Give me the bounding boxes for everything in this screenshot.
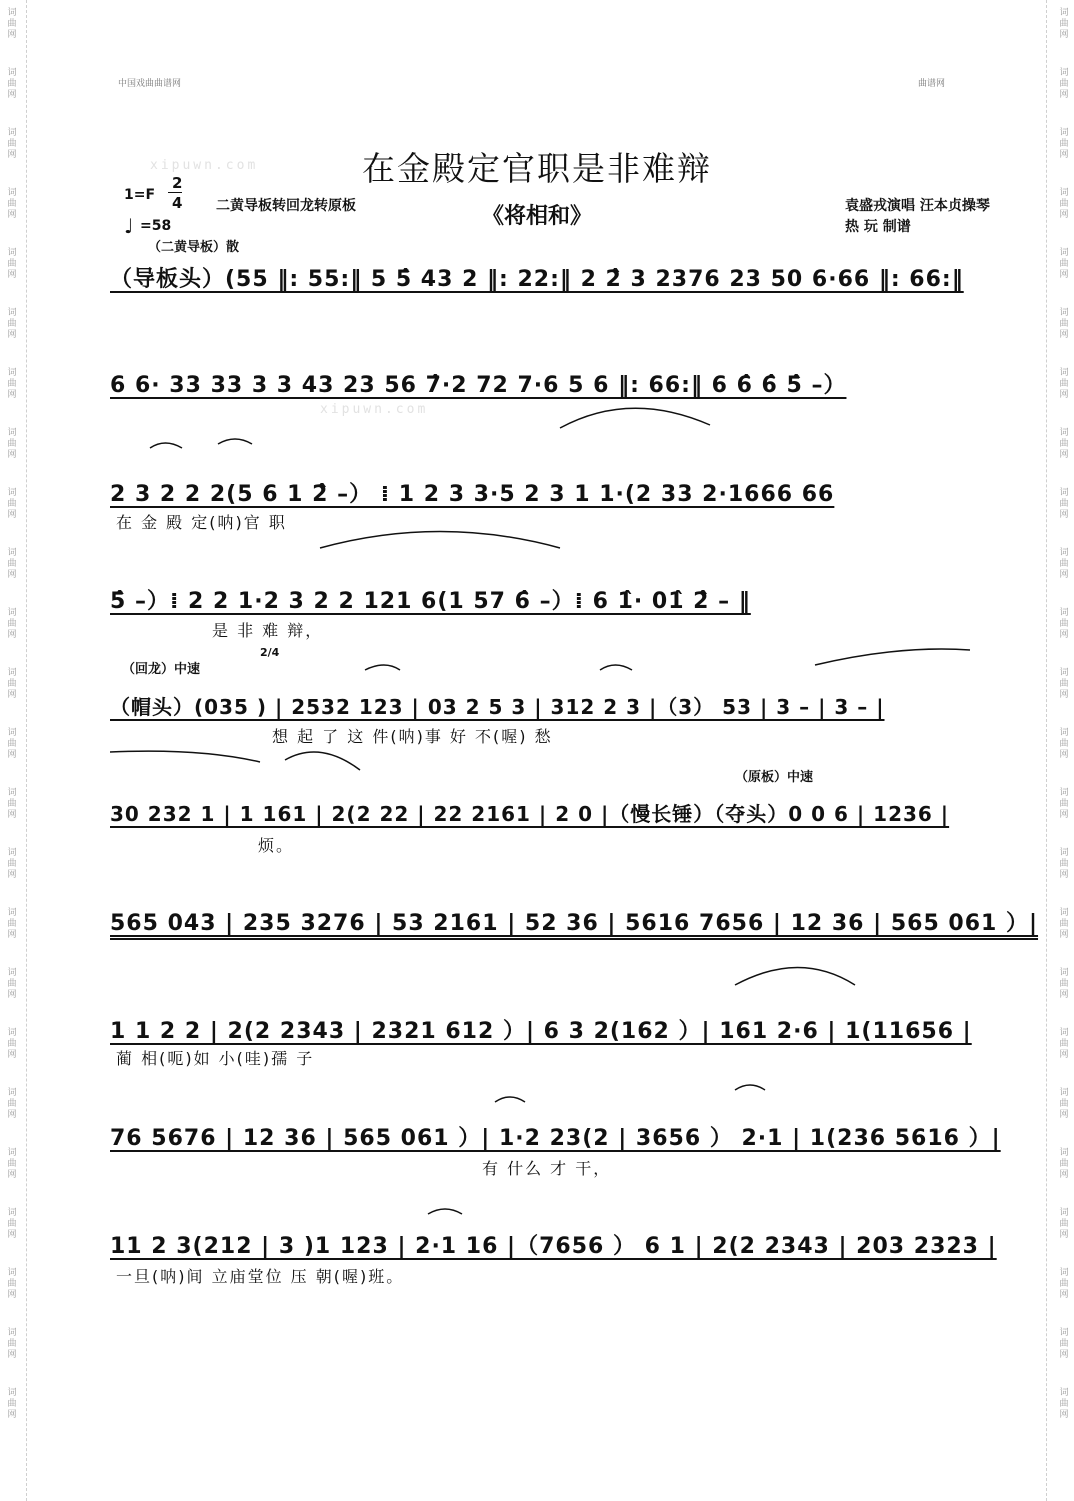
watermark-text: xipuwn.com [150, 158, 259, 173]
lyrics-row-9: 有 什么 才 干， [482, 1159, 612, 1178]
notation-row-9: 76 5676 | 12 36 | 565 061 ）| 1·2 23(2 | 3656 ） 2·1 | 1(236 5616 ）| [110, 1126, 1001, 1151]
edge-watermark-glyph: 词 曲 网 [7, 1328, 17, 1360]
edge-watermark-glyph: 词 曲 网 [7, 1088, 17, 1120]
edge-watermark-glyph: 词 曲 网 [1059, 668, 1069, 700]
edge-watermark-glyph: 词 曲 网 [7, 968, 17, 1000]
notation-row-4: 5̂ –）⁞ 2 2 1·2 3 2 2 121 6(1 57 6̂ –）⁞ 6 1̂· 01̂ 2̂ – ‖ [110, 589, 751, 614]
key-signature: 1=F [124, 187, 156, 203]
section-label-huilong: （回龙）中速 [122, 662, 201, 677]
edge-watermark-glyph: 词 曲 网 [1059, 488, 1069, 520]
edge-watermark-glyph: 词 曲 网 [1059, 8, 1069, 40]
edge-watermark-glyph: 词 曲 网 [1059, 1148, 1069, 1180]
edge-watermark-glyph: 词 曲 网 [7, 1148, 17, 1180]
lyrics-row-10: 一旦(呐)间 立庙堂位 压 朝(喔)班。 [116, 1267, 405, 1286]
time-sig-top: 2 [172, 174, 183, 192]
edge-watermark-glyph: 词 曲 网 [7, 728, 17, 760]
lyrics-row-4: 是 非 难 辩， [212, 621, 324, 640]
edge-watermark-glyph: 词 曲 网 [1059, 248, 1069, 280]
edge-watermark-glyph: 词 曲 网 [1059, 368, 1069, 400]
edge-watermark-glyph: 词 曲 网 [7, 1388, 17, 1420]
notation-row-2: 6 6· 33 33 3 3 43 23 56 7̂·2 72 7·6 5 6 ‖: 66:‖ 6 6̂ 6̂ 5̂ –） [110, 373, 847, 398]
time-sig-bottom: 4 [172, 194, 183, 212]
edge-watermark-glyph: 词 曲 网 [1059, 848, 1069, 880]
style-note: 二黄导板转回龙转原板 [216, 198, 356, 214]
page-title: 在金殿定官职是非难辩 [362, 149, 712, 188]
notation-row-3: 2 3 2 2 2(5 6 1 2̂ –） ⁞ 1 2 3 3·5 2 3 1 1·(2 33 2·1666 66 [110, 482, 835, 507]
edge-watermark-glyph: 词 曲 网 [1059, 188, 1069, 220]
opera-subtitle: 《将相和》 [481, 204, 592, 229]
credits-transcriber: 热 玩 制谱 [845, 219, 911, 235]
edge-watermark-glyph: 词 曲 网 [7, 248, 17, 280]
edge-watermark-glyph: 词 曲 网 [7, 428, 17, 460]
edge-watermark-glyph: 词 曲 网 [1059, 128, 1069, 160]
edge-watermark-glyph: 词 曲 网 [1059, 308, 1069, 340]
edge-watermark-glyph: 词 曲 网 [1059, 1088, 1069, 1120]
notation-row-7: 565 043 | 235 3276 | 53 2161 | 52 36 | 5616 7656 | 12 36 | 565 061 ）| [110, 911, 1039, 936]
edge-watermark-glyph: 词 曲 网 [1059, 608, 1069, 640]
watermark-text-2: xipuwn.com [320, 402, 429, 417]
edge-watermark-glyph: 词 曲 网 [1059, 1268, 1069, 1300]
edge-watermark-glyph: 词 曲 网 [7, 608, 17, 640]
edge-watermark-glyph: 词 曲 网 [1059, 68, 1069, 100]
quarter-note-icon: ♩ [124, 214, 134, 238]
lyrics-row-8: 蔺 相(呃)如 小(哇)孺 子 [116, 1049, 315, 1068]
edge-watermark-glyph: 词 曲 网 [1059, 1028, 1069, 1060]
notation-row-1: （导板头）(55 ‖: 55:‖ 5 5̂ 43 2 ‖: 22:‖ 2 2̂ 3 2376 23 50 6·66 ‖: 66:‖ [110, 267, 964, 292]
edge-watermark-glyph: 词 曲 网 [1059, 1328, 1069, 1360]
edge-watermark-glyph: 词 曲 网 [7, 848, 17, 880]
edge-watermark-glyph: 词 曲 网 [1059, 548, 1069, 580]
edge-watermark-glyph: 词 曲 网 [7, 128, 17, 160]
edge-watermark-glyph: 词 曲 网 [7, 1028, 17, 1060]
section-time-sig: 2/4 [260, 646, 280, 659]
edge-watermark-glyph: 词 曲 网 [1059, 1208, 1069, 1240]
notation-row-5: （帽头）(035 ) | 2532 123 | 03 2 5 3 | 312 2 3 |（3） 53 | 3 – | 3 – | [110, 695, 885, 719]
credits-performers: 袁盛戎演唱 汪本贞操琴 [845, 198, 990, 214]
edge-watermark-glyph: 词 曲 网 [7, 308, 17, 340]
edge-watermark-glyph: 词 曲 网 [1059, 968, 1069, 1000]
edge-watermark-glyph: 词 曲 网 [7, 8, 17, 40]
lyrics-row-6: 烦。 [258, 836, 295, 855]
edge-watermark-glyph: 词 曲 网 [7, 1208, 17, 1240]
section-label-yuanban: （原板）中速 [735, 770, 814, 785]
edge-watermark-glyph: 词 曲 网 [7, 548, 17, 580]
tempo: =58 [140, 218, 172, 234]
lyrics-row-3: 在 金 殿 定(呐)官 职 [116, 513, 287, 532]
edge-watermark-glyph: 词 曲 网 [7, 788, 17, 820]
site-name-left: 中国戏曲曲谱网 [118, 79, 182, 89]
notation-row-6: 30 232 1 | 1 161 | 2(2 22 | 22 2161 | 2 0 |（慢长锤）（夺头）0 0 6 | 1236 | [110, 802, 950, 826]
edge-watermark-glyph: 词 曲 网 [7, 188, 17, 220]
edge-watermark-glyph: 词 曲 网 [1059, 1388, 1069, 1420]
edge-watermark-glyph: 词 曲 网 [7, 908, 17, 940]
edge-watermark-glyph: 词 曲 网 [1059, 908, 1069, 940]
edge-watermark-glyph: 词 曲 网 [1059, 788, 1069, 820]
site-name-right: 曲谱网 [918, 79, 946, 89]
edge-watermark-glyph: 词 曲 网 [7, 488, 17, 520]
edge-watermark-glyph: 词 曲 网 [7, 68, 17, 100]
edge-watermark-glyph: 词 曲 网 [1059, 728, 1069, 760]
notation-row-8: 1 1 2 2 | 2(2 2343 | 2321 612 ）| 6 3 2(162 ）| 161 2·6 | 1(11656 | [110, 1019, 972, 1044]
edge-watermark-glyph: 词 曲 网 [1059, 428, 1069, 460]
edge-watermark-glyph: 词 曲 网 [7, 668, 17, 700]
edge-watermark-glyph: 词 曲 网 [7, 1268, 17, 1300]
edge-watermark-glyph: 词 曲 网 [7, 368, 17, 400]
notation-row-10: 11 2 3(212 | 3 )1 123 | 2·1 16 |（7656 ） 6 1 | 2(2 2343 | 203 2323 | [110, 1234, 997, 1259]
section-label-daoban: （二黄导板）散 [148, 240, 240, 255]
lyrics-row-5: 想 起 了 这 件(呐)事 好 不(喔) 愁 [272, 727, 553, 746]
